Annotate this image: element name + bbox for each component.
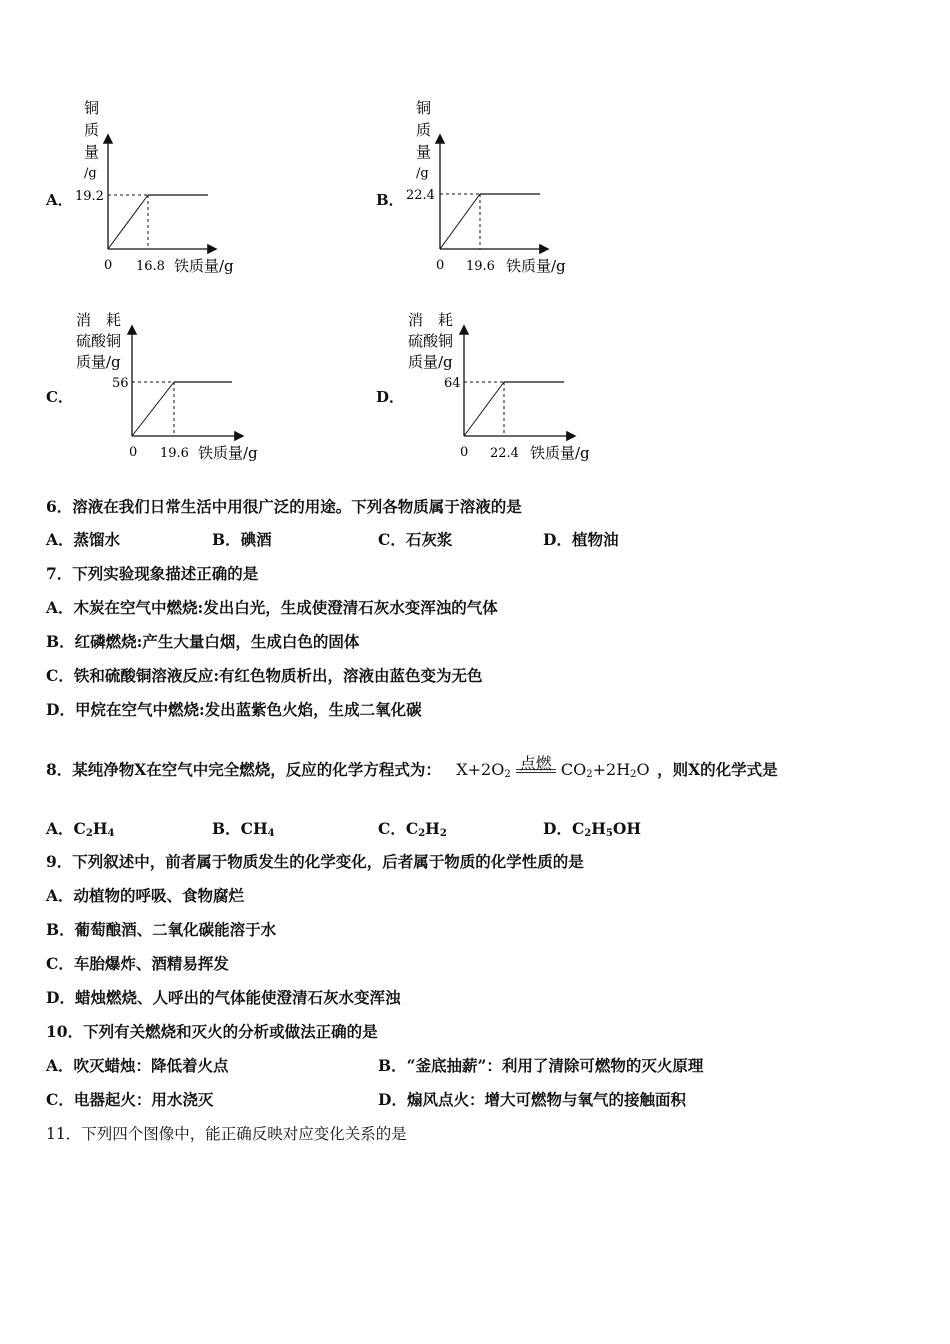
graph-b-xlabel: 铁质量/g	[506, 257, 566, 275]
graph-c-origin: 0	[129, 445, 138, 460]
q9-option-c: C．车胎爆炸、酒精易挥发	[46, 954, 229, 973]
option-b-label: B．	[376, 191, 404, 209]
graph-a-xvalue: 16.8	[136, 259, 165, 274]
graph-d-xvalue: 22.4	[490, 446, 519, 461]
option-c-label: C．	[46, 388, 73, 406]
q8-stem-before: 8．某纯净物X在空气中完全燃烧，反应的化学方程式为：	[46, 760, 441, 779]
option-d-label: D．	[376, 388, 405, 406]
graph-a-ylabel-1: 铜	[84, 99, 100, 117]
graph-a-ylabel-4: /g	[84, 166, 97, 181]
graph-d	[404, 305, 604, 465]
graph-c-ylabel-2: 硫酸铜	[76, 332, 122, 350]
graph-a-ylabel-2: 质	[84, 121, 100, 139]
q10-option-b: B．“釜底抽薪”：利用了清除可燃物的灭火原理	[378, 1056, 704, 1075]
q8-stem	[46, 754, 778, 780]
graph-b-ylabel-3: 量	[416, 143, 432, 161]
q7-option-d: D．甲烷在空气中燃烧:发出蓝紫色火焰，生成二氧化碳	[46, 700, 422, 719]
graph-d-yvalue: 64	[444, 376, 461, 391]
q10-option-c: C．电器起火：用水浇灭	[46, 1090, 214, 1109]
graph-d-origin: 0	[460, 445, 469, 460]
graph-b-origin: 0	[436, 258, 445, 273]
graph-c-xlabel: 铁质量/g	[198, 444, 258, 462]
graph-b-ylabel-2: 质	[416, 121, 432, 139]
graph-b-ylabel-1: 铜	[416, 99, 432, 117]
q8-stem-after: ，则X的化学式是	[657, 760, 778, 779]
q9-option-b: B．葡萄酿酒、二氧化碳能溶于水	[46, 920, 277, 939]
q6-option-c: C．石灰浆	[378, 530, 453, 549]
graph-a-origin: 0	[104, 258, 113, 273]
q10-option-d: D．煽风点火：增大可燃物与氧气的接触面积	[378, 1090, 686, 1109]
graph-d-xlabel: 铁质量/g	[530, 444, 590, 462]
q9-stem: 9．下列叙述中，前者属于物质发生的化学变化，后者属于物质的化学性质的是	[46, 852, 584, 871]
q11-stem: 11．下列四个图像中，能正确反映对应变化关系的是	[46, 1125, 407, 1143]
q9-option-d: D．蜡烛燃烧、人呼出的气体能使澄清石灰水变浑浊	[46, 988, 401, 1007]
graph-a-ylabel-3: 量	[84, 143, 100, 161]
graph-a-xlabel: 铁质量/g	[174, 257, 234, 275]
graph-c	[72, 305, 272, 465]
graph-a-yvalue: 19.2	[75, 189, 104, 204]
q7-option-c: C．铁和硫酸铜溶液反应:有红色物质析出，溶液由蓝色变为无色	[46, 666, 483, 685]
q10-option-a: A．吹灭蜡烛：降低着火点	[46, 1056, 229, 1075]
graph-a	[70, 98, 260, 283]
q9-option-a: A．动植物的呼吸、食物腐烂	[46, 886, 245, 905]
graph-c-ylabel-3: 质量/g	[76, 353, 121, 371]
q8-option-a: A．$C_2H_4$	[46, 819, 115, 839]
q8-option-d: D．$C_2H_5OH$	[543, 819, 642, 839]
q6-option-d: D．植物油	[543, 530, 619, 549]
q8-option-b: B．$CH_4$	[212, 819, 275, 839]
q7-stem: 7．下列实验现象描述正确的是	[46, 564, 259, 583]
q7-option-b: B．红磷燃烧:产生大量白烟，生成白色的固体	[46, 632, 360, 651]
graph-d-ylabel-3: 质量/g	[408, 353, 453, 371]
q6-option-a: A．蒸馏水	[46, 530, 121, 549]
graph-b	[402, 98, 592, 283]
chemical-equation: $X+2O_2$ 点燃 $CO_2+2H_2O$	[456, 754, 650, 780]
graph-c-ylabel-1: 消 耗	[76, 311, 122, 329]
option-a-label: A．	[46, 191, 73, 209]
graph-d-ylabel-2: 硫酸铜	[408, 332, 454, 350]
graph-d-ylabel-1: 消 耗	[408, 311, 454, 329]
q6-option-b: B．碘酒	[212, 530, 272, 549]
graph-c-yvalue: 56	[112, 376, 129, 391]
q10-stem: 10．下列有关燃烧和灭火的分析或做法正确的是	[46, 1022, 378, 1041]
q7-option-a: A．木炭在空气中燃烧:发出白光，生成使澄清石灰水变浑浊的气体	[46, 598, 498, 617]
graph-b-xvalue: 19.6	[466, 259, 495, 274]
q6-stem: 6．溶液在我们日常生活中用很广泛的用途。下列各物质属于溶液的是	[46, 497, 522, 516]
q8-option-c: C．$C_2H_2$	[378, 819, 447, 839]
graph-c-xvalue: 19.6	[160, 446, 189, 461]
graph-b-yvalue: 22.4	[406, 188, 435, 203]
graph-b-ylabel-4: /g	[416, 166, 429, 181]
